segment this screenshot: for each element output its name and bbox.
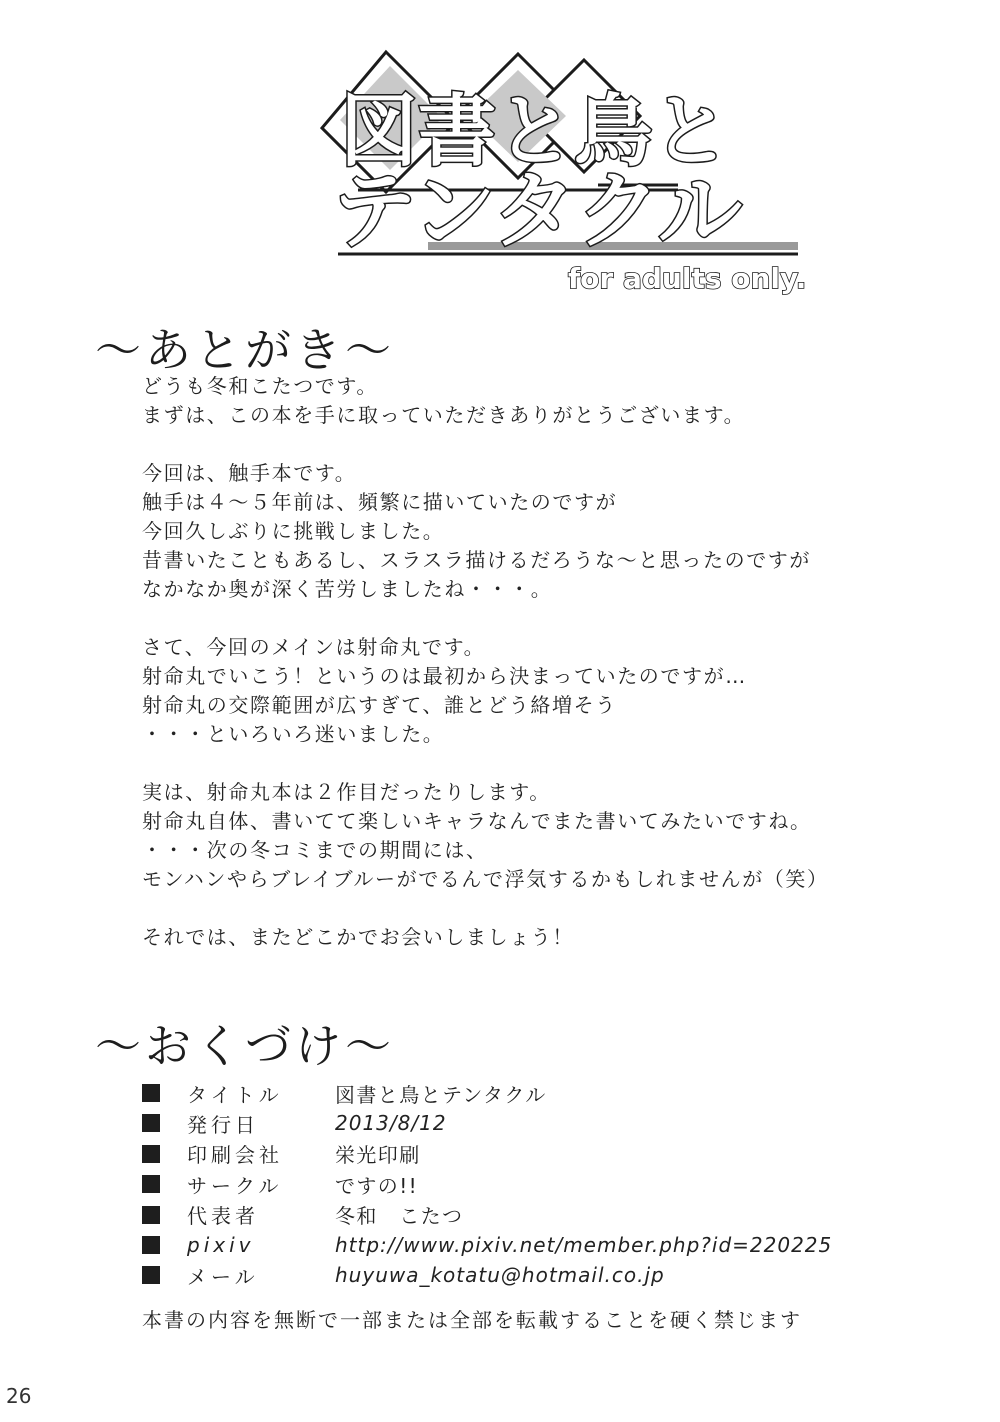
colophon-value: 2013/8/12 [335, 1111, 447, 1136]
colophon-label: 発行日 [187, 1112, 259, 1137]
afterword-line: さて、今回のメインは射命丸です。 [142, 635, 486, 659]
afterword-paragraph [142, 372, 932, 430]
square-bullet-icon [142, 1114, 160, 1132]
colophon-label: 印刷会社 [187, 1143, 283, 1168]
square-bullet-icon [142, 1145, 160, 1163]
colophon-value: ですの!! [335, 1173, 419, 1198]
afterword-line: なかなか奥が深く苦労しましたね・・・。 [142, 577, 553, 601]
colophon-row-pixiv [142, 1230, 942, 1260]
colophon-value: 図書と鳥とテンタクル [335, 1082, 547, 1107]
afterword-line: どうも冬和こたつです。 [142, 374, 378, 398]
colophon-row-date [142, 1108, 942, 1138]
afterword-paragraph [142, 923, 932, 952]
afterword-line: 昔書いたこともあるし、スラスラ描けるだろうな～と思ったのですが [142, 548, 811, 572]
afterword-line: ・・・といろいろ迷いました。 [142, 722, 445, 746]
afterword-body [142, 372, 932, 981]
colophon-title: ～おくづけ～ [95, 1019, 395, 1073]
colophon-label: タイトル [187, 1082, 283, 1107]
afterword-line: 射命丸の交際範囲が広すぎて、誰とどう絡増そう [142, 693, 617, 717]
colophon-row-representative [142, 1200, 942, 1230]
colophon-label: メール [187, 1264, 259, 1289]
logo-subtitle: for adults only. [568, 262, 807, 295]
afterword-line: 今回は、触手本です。 [142, 461, 357, 485]
square-bullet-icon [142, 1236, 160, 1254]
afterword-line: 今回久しぶりに挑戦しました。 [142, 519, 445, 543]
colophon-label: pixiv [187, 1232, 255, 1257]
afterword-title: ～あとがき～ [95, 323, 395, 377]
colophon-label: サークル [187, 1173, 283, 1198]
afterword-line: 射命丸でいこう！というのは最初から決まっていたのですが… [142, 664, 747, 688]
pixiv-url: http://www.pixiv.net/member.php?id=220225 [335, 1232, 833, 1257]
square-bullet-icon [142, 1206, 160, 1224]
colophon-row-printer [142, 1139, 942, 1169]
afterword-line: 触手は４～５年前は、頻繁に描いていたのですが [142, 490, 618, 514]
afterword-line: ・・・次の冬コミまでの期間には、 [142, 838, 488, 862]
colophon-value: 冬和 こたつ [335, 1204, 464, 1229]
afterword-line: それでは、またどこかでお会いしましょう！ [142, 925, 574, 949]
afterword-paragraph [142, 459, 932, 604]
afterword-line: まずは、この本を手に取っていただきありがとうございます。 [142, 403, 746, 427]
colophon-row-mail [142, 1260, 942, 1290]
colophon-value: 栄光印刷 [335, 1143, 421, 1168]
colophon-label: 代表者 [187, 1204, 259, 1229]
copyright-notice: 本書の内容を無断で一部または全部を転載することを硬く禁じます [142, 1308, 802, 1332]
logo-line-1: 図書と鳥と [340, 87, 731, 177]
afterword-line: モンハンやらブレイブルーがでるんで浮気するかもしれませんが（笑） [142, 867, 829, 891]
square-bullet-icon [142, 1266, 160, 1284]
title-logo [318, 40, 808, 300]
logo-line-2: テンタクル [332, 162, 742, 260]
square-bullet-icon [142, 1084, 160, 1102]
email-address: huyuwa_kotatu@hotmail.co.jp [335, 1263, 665, 1288]
colophon-row-circle [142, 1169, 942, 1199]
colophon-row-title [142, 1078, 942, 1108]
colophon-table [142, 1078, 942, 1291]
afterword-line: 実は、射命丸本は２作目だったりします。 [142, 780, 551, 804]
square-bullet-icon [142, 1175, 160, 1193]
afterword-paragraph [142, 633, 932, 749]
afterword-line: 射命丸自体、書いてて楽しいキャラなんでまた書いてみたいですね。 [142, 809, 812, 833]
page-number: 26 [6, 1384, 32, 1408]
title-logo-art [318, 40, 808, 300]
afterword-paragraph [142, 778, 932, 894]
